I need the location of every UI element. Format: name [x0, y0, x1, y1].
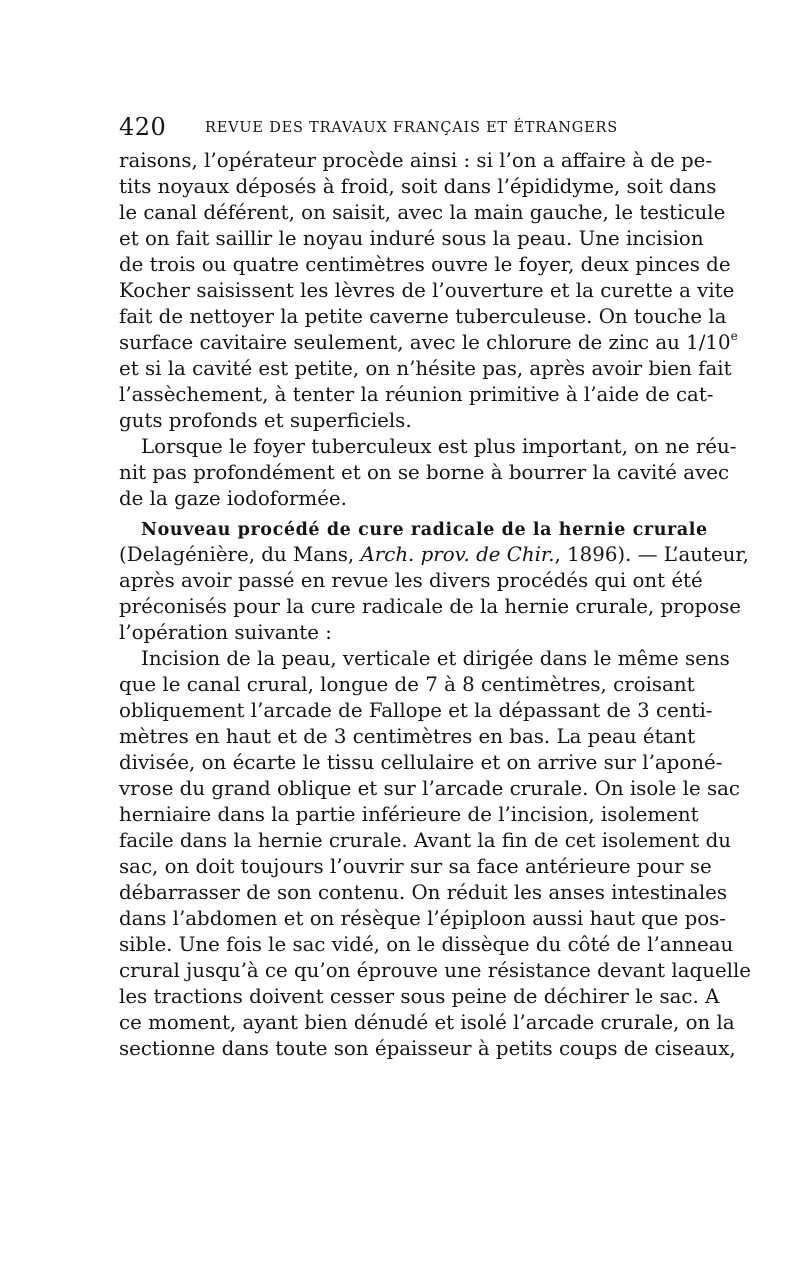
text-line: après avoir passé en revue les divers procédés qui ont été [119, 569, 703, 592]
text-line: les tractions doivent cesser sous peine de déchirer le sac. A [119, 985, 720, 1008]
citation-close: , 1896). — L’auteur, [554, 543, 749, 566]
text-line: sectionne dans toute son épaisseur à petits coups de ciseaux, [119, 1037, 736, 1060]
citation-line [119, 542, 749, 568]
text-line: crural jusqu’à ce qu’on éprouve une résistance devant laquelle [119, 959, 752, 982]
text-line [119, 329, 738, 356]
text-line: mètres en haut et de 3 centimètres en bas. La peau étant [119, 725, 696, 748]
section-heading: Nouveau procédé de cure radicale de la hernie crurale [141, 520, 708, 540]
text-line: divisée, on écarte le tissu cellulaire et on arrive sur l’aponé- [119, 751, 723, 774]
text-line: guts profonds et superficiels. [119, 409, 412, 432]
citation-open: (Delagénière, du Mans, [119, 543, 361, 566]
text-line: nit pas profondément et on se borne à bourrer la cavité avec [119, 461, 730, 484]
running-title: REVUE DES TRAVAUX FRANÇAIS ET ÉTRANGERS [205, 120, 618, 136]
text-line: que le canal crural, longue de 7 à 8 centimètres, croisant [119, 673, 695, 696]
text-line: raisons, l’opérateur procède ainsi : si l’on a affaire à de pe- [119, 149, 713, 172]
text-line: débarrasser de son contenu. On réduit les anses intestinales [119, 881, 728, 904]
text-line: de trois ou quatre centimètres ouvre le foyer, deux pinces de [119, 253, 731, 276]
text-line: le canal déférent, on saisit, avec la main gauche, le testicule [119, 201, 726, 224]
text-line: Lorsque le foyer tuberculeux est plus important, on ne réu- [141, 435, 737, 458]
text-line: fait de nettoyer la petite caverne tuberculeuse. On touche la [119, 305, 727, 328]
superscript: e [730, 329, 738, 343]
citation-journal: Arch. prov. de Chir. [360, 543, 555, 566]
text-line: herniaire dans la partie inférieure de l’incision, isolement [119, 803, 699, 826]
text-line: tits noyaux déposés à froid, soit dans l’épididyme, soit dans [119, 175, 717, 198]
text-line: et si la cavité est petite, on n’hésite pas, après avoir bien fait [119, 357, 732, 380]
running-head [119, 112, 695, 142]
text-line: Incision de la peau, verticale et dirigée dans le même sens [141, 647, 730, 670]
text-line: sible. Une fois le sac vidé, on le dissèque du côté de l’anneau [119, 933, 734, 956]
text-line: l’opération suivante : [119, 621, 332, 644]
body-text [119, 148, 752, 1062]
text-line: sac, on doit toujours l’ouvrir sur sa face antérieure pour se [119, 855, 712, 878]
text-line: facile dans la hernie crurale. Avant la fin de cet isolement du [119, 829, 731, 852]
text-line: et on fait saillir le noyau induré sous la peau. Une incision [119, 227, 704, 250]
text-line: Kocher saisissent les lèvres de l’ouverture et la curette a vite [119, 279, 735, 302]
text-line: de la gaze iodoformée. [119, 487, 347, 510]
text-line: préconisés pour la cure radicale de la hernie crurale, propose [119, 595, 741, 618]
text-line: ce moment, ayant bien dénudé et isolé l’arcade crurale, on la [119, 1011, 735, 1034]
section-heading-line [119, 516, 708, 542]
text-segment: surface cavitaire seulement, avec le chlorure de zinc au 1/10 [119, 331, 731, 354]
text-line: obliquement l’arcade de Fallope et la dépassant de 3 centi- [119, 699, 713, 722]
text-line: dans l’abdomen et on résèque l’épiploon aussi haut que pos- [119, 907, 726, 930]
text-line: l’assèchement, à tenter la réunion primitive à l’aide de cat- [119, 383, 714, 406]
page-number: 420 [119, 113, 167, 141]
text-line: vrose du grand oblique et sur l’arcade crurale. On isole le sac [119, 777, 741, 800]
